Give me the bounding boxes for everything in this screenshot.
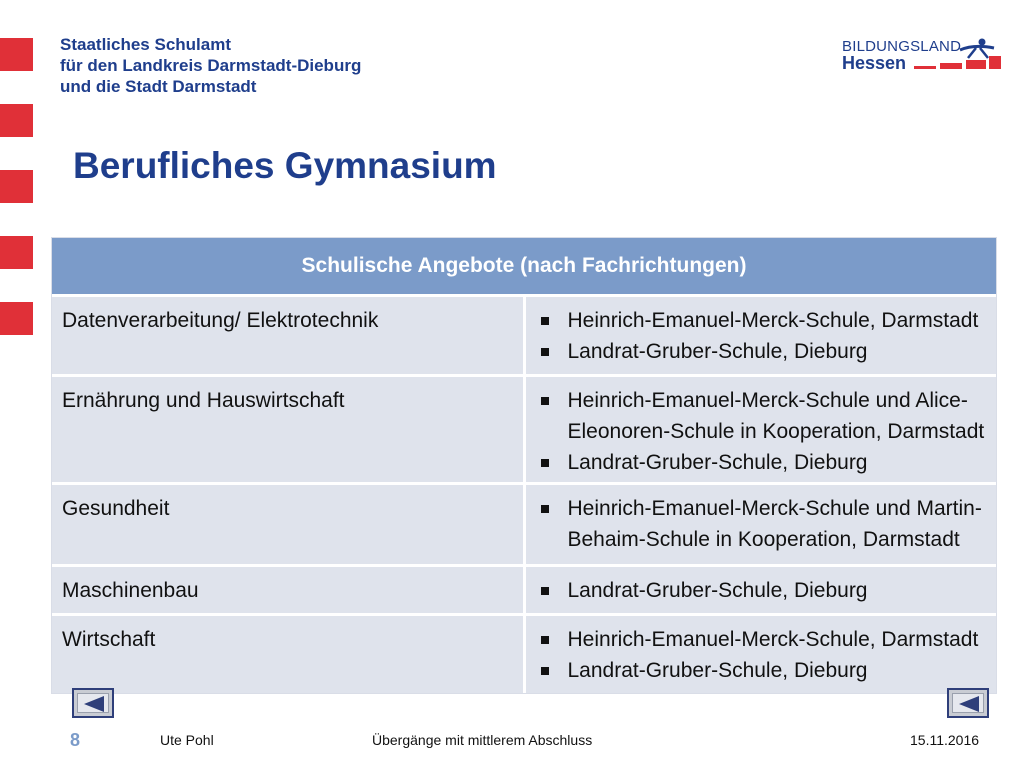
school-name: Heinrich-Emanuel-Merck-Schule und Alice-Eleonoren-Schule in Kooperation, Darmstadt	[567, 389, 985, 443]
table-header: Schulische Angebote (nach Fachrichtungen)	[52, 238, 996, 296]
school-name: Landrat-Gruber-Schule, Dieburg	[567, 659, 868, 682]
school-name: Heinrich-Emanuel-Merck-Schule, Darmstadt	[567, 628, 979, 651]
field-cell: Ernährung und Hauswirtschaft	[52, 376, 524, 484]
school-name: Heinrich-Emanuel-Merck-Schule und Martin-Behaim-Schule in Kooperation, Darmstadt	[567, 497, 982, 551]
page-title: Berufliches Gymnasium	[73, 145, 497, 186]
red-side-mark-3	[0, 170, 33, 203]
square-bullet-icon	[541, 587, 549, 595]
table-row	[52, 566, 996, 615]
slide-number: 8	[70, 730, 81, 750]
square-bullet-icon	[541, 459, 549, 467]
list-item	[538, 624, 987, 655]
square-bullet-icon	[541, 667, 549, 675]
table-row	[52, 615, 996, 693]
field-cell: Gesundheit	[52, 484, 524, 566]
red-side-mark-4	[0, 236, 33, 269]
square-bullet-icon	[541, 505, 549, 513]
school-name: Landrat-Gruber-Schule, Dieburg	[567, 340, 868, 363]
field-cell: Wirtschaft	[52, 615, 524, 693]
schools-cell	[524, 296, 996, 376]
triangle-left-icon	[82, 695, 106, 713]
org-line-1: Staatliches Schulamt	[60, 35, 232, 54]
list-item	[538, 493, 987, 555]
organization-header	[60, 34, 361, 97]
school-name: Heinrich-Emanuel-Merck-Schule, Darmstadt	[567, 309, 979, 332]
schools-cell	[524, 566, 996, 615]
school-name: Landrat-Gruber-Schule, Dieburg	[567, 579, 868, 602]
square-bullet-icon	[541, 317, 549, 325]
field-cell: Datenverarbeitung/ Elektrotechnik	[52, 296, 524, 376]
triangle-left-icon	[957, 695, 981, 713]
square-bullet-icon	[541, 397, 549, 405]
schools-cell	[524, 615, 996, 693]
school-name: Landrat-Gruber-Schule, Dieburg	[567, 451, 868, 474]
red-side-mark-1	[0, 38, 33, 71]
footer-date: 15.11.2016	[910, 732, 980, 748]
next-slide-button[interactable]	[947, 688, 989, 718]
table-row	[52, 376, 996, 484]
list-item	[538, 336, 987, 367]
logo-figure-icon	[842, 36, 1002, 76]
org-line-2: für den Landkreis Darmstadt-Dieburg	[60, 56, 362, 75]
table-row	[52, 296, 996, 376]
logo-bottom-text: Hessen	[842, 53, 907, 73]
list-item	[538, 655, 987, 686]
footer-subject: Übergänge mit mittlerem Abschluss	[372, 732, 593, 748]
footer-author: Ute Pohl	[160, 732, 214, 748]
offers-table	[52, 238, 996, 693]
table-row	[52, 484, 996, 566]
field-cell: Maschinenbau	[52, 566, 524, 615]
red-side-mark-2	[0, 104, 33, 137]
prev-slide-button[interactable]	[72, 688, 114, 718]
list-item	[538, 447, 987, 478]
list-item	[538, 575, 987, 606]
red-side-mark-5	[0, 302, 33, 335]
logo-top-text: BILDUNGSLAND	[842, 38, 962, 55]
schools-cell	[524, 484, 996, 566]
list-item	[538, 385, 987, 447]
org-line-3: und die Stadt Darmstadt	[60, 77, 257, 96]
square-bullet-icon	[541, 636, 549, 644]
list-item	[538, 305, 987, 336]
square-bullet-icon	[541, 348, 549, 356]
schools-cell	[524, 376, 996, 484]
bildungsland-hessen-logo	[842, 36, 1002, 76]
